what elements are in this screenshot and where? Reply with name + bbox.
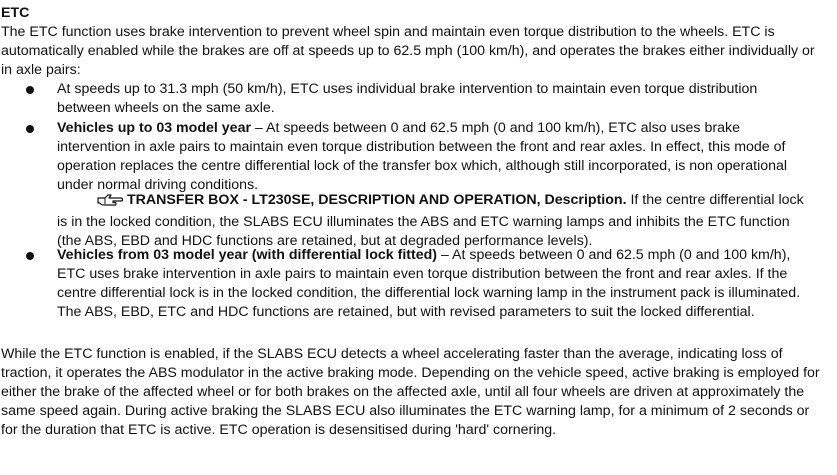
intro-paragraph: [1, 23, 827, 80]
bullet-dot-icon: [26, 86, 34, 94]
bullet-dot-icon: [26, 125, 34, 133]
bullet-body: At speeds up to 31.3 mph (50 km/h), ETC uses individual brake intervention to maintain even torque distribution between wheels on the same axle.: [57, 81, 758, 116]
cross-reference-link[interactable]: TRANSFER BOX - LT230SE, DESCRIPTION AND OPERATION, Description.: [127, 192, 627, 208]
bullet-dot-icon: [26, 252, 34, 260]
section-heading: ETC: [1, 5, 30, 21]
bullet-text: [57, 119, 807, 195]
closing-paragraph: While the ETC function is enabled, if the SLABS ECU detects a wheel accelerating faster than the average, indicating loss of traction, it operates the ABS modulator in the active braking mode. Depending on the vehicle speed, active braking is employed for either the brake of the affected wheel or for both brakes on the affected axle, until all four wheels are driven at approximately the same speed again. During active braking the SLABS ECU also illuminates the ETC warning lamp, for a minimum of 2 seconds or for the duration that ETC is active. ETC operation is desensitised during 'hard' cornering.: [1, 346, 820, 438]
bullet-lead: Vehicles up to 03 model year: [57, 120, 251, 136]
pointing-hand-icon-graphic: [97, 193, 123, 207]
bullet-text: [57, 80, 807, 118]
intro-sentence-2: ETC is automatically enabled while the brakes are off at speeds up to 62.5 mph (100 km/h), and operates the brakes either individually or in axle pairs:: [1, 24, 815, 78]
pointing-hand-icon: [97, 193, 127, 213]
intro-sentence-1: The ETC function uses brake intervention to prevent wheel spin and maintain even torque distribution to the wheels.: [1, 24, 729, 40]
cross-reference-text: If the centre differential lock is in the locked condition, the SLABS ECU illuminates the ABS and ETC warning lamps and inhibits the ETC function (the ABS, EBD and HDC functions are retained, but at degraded performance levels).: [57, 192, 804, 249]
bullet-text: [57, 246, 807, 322]
bullet-lead: Vehicles from 03 model year (with differential lock fitted): [57, 247, 438, 263]
cross-reference: [57, 191, 809, 251]
bullet-body: – At speeds between 0 and 62.5 mph (0 and 100 km/h), ETC uses brake intervention in axle pairs to maintain even torque distribution between the front and rear axles. If the centre differential lock is in the locked condition, the differential lock warning lamp in the instrument pack is illuminated. The ABS, EBD, ETC and HDC functions are retained, but with revised parameters to suit the locked differential.: [57, 247, 801, 320]
bullet-body: – At speeds between 0 and 62.5 mph (0 and 100 km/h), ETC also uses brake intervention in axle pairs to maintain even torque distribution between the front and rear axles. In effect, this mode of operation replaces the centre differential lock of the transfer box which, although still incorporated, is non operational under normal driving conditions.: [57, 120, 788, 193]
